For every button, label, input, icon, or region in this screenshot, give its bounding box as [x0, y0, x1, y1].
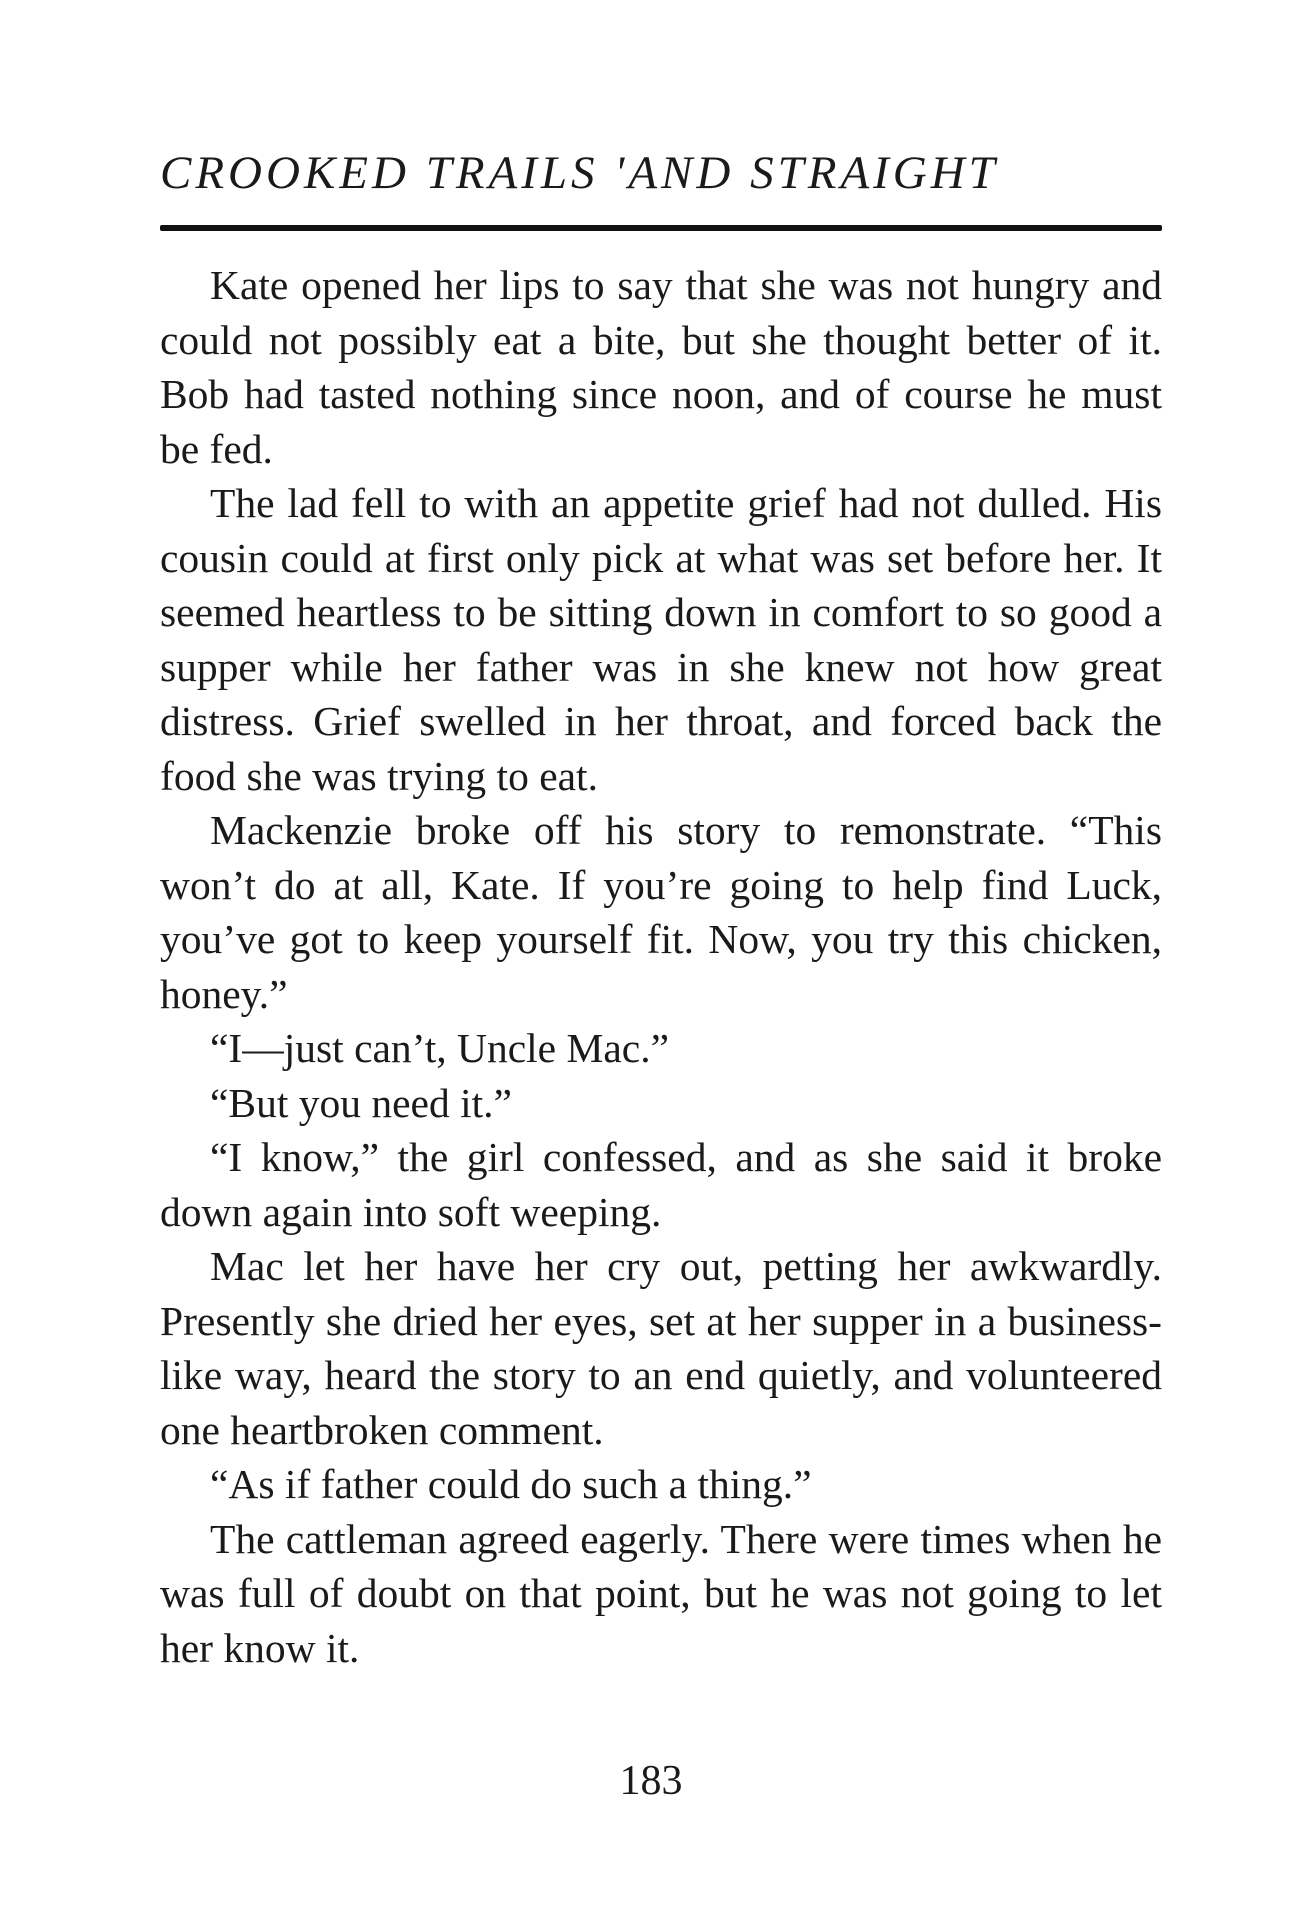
page-number: 183 — [619, 1758, 683, 1804]
paragraph: The lad fell to with an appetite grief had not dulled. His cousin could at first only pick at what was set before her. It seemed heartless to be sitting down in comfort to so good a supper while her father was in she knew not how great distress. Grief swelled in her throat, and forced back the food she was trying to eat. — [160, 480, 1162, 799]
paragraph: Mackenzie broke off his story to remonstrate. “This won’t do at all, Kate. If you’re going to help find Luck, you’ve got to keep yourself fit. Now, you try this chicken, honey.” — [160, 807, 1162, 1017]
paragraph: “But you need it.” — [210, 1079, 512, 1126]
paragraph: “I know,” the girl confessed, and as she said it broke down again into soft weeping. — [160, 1134, 1162, 1235]
paragraph: The cattleman agreed eagerly. There were times when he was full of doubt on that point, but he was not going to let her know it. — [160, 1515, 1162, 1671]
paragraph: Mac let her have her cry out, petting her awkwardly. Presently she dried her eyes, set at her supper in a business-like way, heard the story to an end quietly, and volunteered one heartbroken comment. — [160, 1243, 1162, 1453]
paragraph: Kate opened her lips to say that she was not hungry and could not possibly eat a bite, but she thought better of it. Bob had tasted nothing since noon, and of course he must be fed. — [160, 262, 1162, 472]
body-text — [160, 258, 1162, 1675]
header-rule — [160, 225, 1162, 231]
running-head: CROOKED TRAILS ʹAND STRAIGHT — [160, 147, 999, 199]
paragraph: “As if father could do such a thing.” — [210, 1461, 812, 1507]
paragraph: “I—just can’t, Uncle Mac.” — [210, 1025, 670, 1071]
